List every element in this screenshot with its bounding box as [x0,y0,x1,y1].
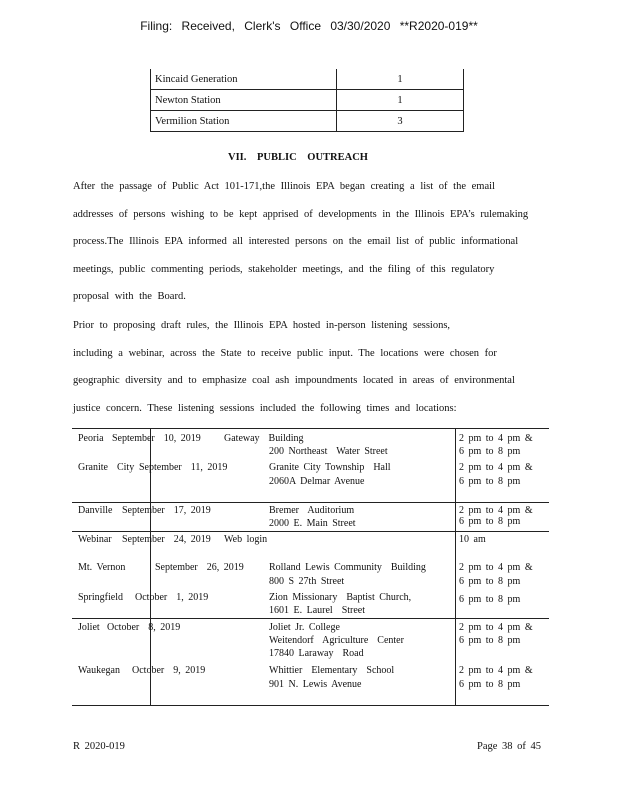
paragraph-line: including a webinar, across the State to receive public input. The locations were chosen for [73,347,497,359]
session-date: September 11, 2019 [139,462,228,473]
station-name: Newton Station [151,90,337,111]
session-location-line: Whittier Elementary School [269,665,395,676]
session-city: Springfield [78,592,123,603]
session-time-line: 6 pm to 8 pm [459,576,521,587]
session-date: September 17, 2019 [122,505,211,516]
table-row [151,69,464,90]
session-time-line: 2 pm to 4 pm & [459,665,533,676]
column-divider [455,429,456,705]
station-count-table [150,69,464,132]
station-name: Kincaid Generation [151,69,337,90]
session-time-line: 6 pm to 8 pm [459,446,521,457]
station-name: Vermilion Station [151,111,337,132]
session-location-line: 200 Northeast Water Street [269,446,388,457]
paragraph-line: Prior to proposing draft rules, the Illinois EPA hosted in-person listening sessions, [73,320,451,331]
session-location-line: Rolland Lewis Community Building [269,562,426,573]
paragraph-line: process.The Illinois EPA informed all interested persons on the email list of public informational [73,236,519,247]
session-location-line: Bremer Auditorium [269,505,355,516]
session-date: September 10, 2019 [112,433,201,444]
paragraph-line: geographic diversity and to emphasize coal ash impoundments located in areas of environmental [73,375,515,386]
station-count: 3 [337,111,464,132]
session-time-line: 2 pm to 4 pm & [459,462,533,473]
paragraph-line: justice concern. These listening sessions included the following times and locations: [73,402,457,414]
row-divider [72,531,549,532]
footer-page-number: Page 38 of 45 [477,741,542,752]
session-time-line: 6 pm to 8 pm [459,476,521,487]
paragraph-line: proposal with the Board. [73,291,186,302]
session-city: Waukegan [78,665,120,676]
session-location-line: 1601 E. Laurel Street [269,605,366,616]
section-heading: VII. PUBLIC OUTREACH [228,152,368,163]
paragraph-email-list [73,173,553,311]
session-location-line: 2060A Delmar Avenue [269,476,365,487]
footer-docket-number: R 2020-019 [73,741,125,752]
table-row [151,90,464,111]
session-date: October 1, 2019 [135,592,209,603]
session-time-line: 6 pm to 8 pm [459,594,521,605]
session-time-line: 2 pm to 4 pm & [459,505,533,516]
session-time-line: 10 am [459,534,486,545]
paragraph-line: meetings, public commenting periods, stakeholder meetings, and the filing of this regulatory [73,263,495,275]
session-date: October 9, 2019 [132,665,206,676]
session-time-line: 2 pm to 4 pm & [459,622,533,633]
paragraph-line: addresses of persons wishing to be kept apprised of developments in the Illinois EPA’s rulemaking [73,208,529,220]
session-city: Joliet [78,622,100,633]
paragraph-listening-sessions [73,312,553,422]
session-time-line: 6 pm to 8 pm [459,635,521,646]
session-time-line: 6 pm to 8 pm [459,516,521,527]
session-location-line: 901 N. Lewis Avenue [269,679,362,690]
session-location-line: 800 S 27th Street [269,576,345,587]
session-date: September 26, 2019 [155,562,244,573]
session-city: Mt. Vernon [78,562,126,573]
session-location-line: Weitendorf Agriculture Center [269,635,404,646]
session-date: October 8, 2019 [107,622,181,633]
listening-sessions-table [72,428,549,706]
table-row [151,111,464,132]
row-divider [72,502,549,503]
station-count: 1 [337,90,464,111]
session-time-line: 2 pm to 4 pm & [459,562,533,573]
session-location-line: Granite City Township Hall [269,462,391,473]
session-time-line: 6 pm to 8 pm [459,679,521,690]
session-location-line: Joliet Jr. College [269,622,340,633]
session-time-line: 2 pm to 4 pm & [459,433,533,444]
row-divider [72,618,549,619]
session-city: Danville [78,505,113,516]
paragraph-line: After the passage of Public Act 101-171,the Illinois EPA began creating a list of the email [73,181,495,192]
session-location-line: 17840 Laraway Road [269,648,364,659]
filing-header: Filing: Received, Clerk's Office 03/30/2020 **R2020-019** [140,19,478,33]
session-date: September 24, 2019 [122,534,211,545]
session-location-line: Web login [224,534,268,545]
session-location-line: Gateway Building [224,433,304,444]
session-city: Webinar [78,534,112,545]
session-city: Granite City [78,462,135,473]
session-location-line: 2000 E. Main Street [269,518,356,529]
station-count: 1 [337,69,464,90]
session-city: Peoria [78,433,104,444]
session-location-line: Zion Missionary Baptist Church, [269,592,412,603]
